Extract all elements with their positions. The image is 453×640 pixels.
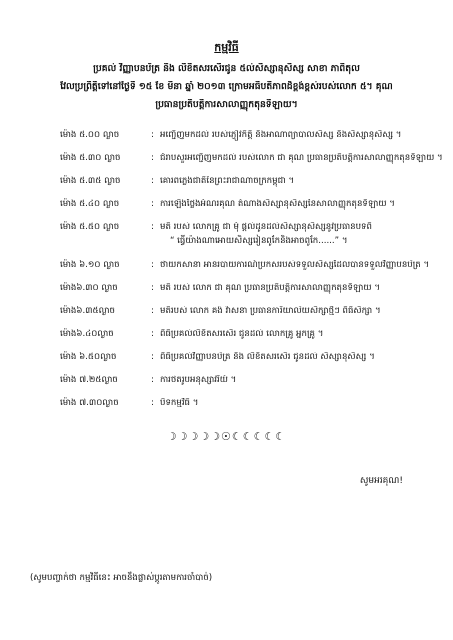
schedule-row [0, 306, 453, 322]
schedule-desc: ជំរាបសួរអញ្ជើញមកដល់ របស់លោក ជា គុណ ប្រធានប្រតិបត្តិការសាលាញ្ញុកតុនទីឡាយ ។ [160, 153, 443, 163]
schedule-desc: ពិធីប្រគល់វិញ្ញាបនប័ត្រ និង លិខិតសរសើរ ជូនដល់ សិស្សានុសិស្ស ។ [160, 352, 375, 362]
topic-quote: “ ធ្វើយ៉ាងណាអោយសិស្សរៀនពូកែនិងអាចពូកែ......” ។ [170, 236, 348, 246]
schedule-row [0, 352, 453, 368]
schedule-time: ម៉ោង ៥.៥០ ល្ងាច [60, 222, 120, 232]
schedule-desc: ថាយកសានា អានរបាយការណ៍ប្រកសរបស់ទទួលសិស្សដែលបានទទួលវិញ្ញាបនប័ត្រ ។ [160, 260, 430, 270]
schedule-time: ម៉ោង៦.៤០ល្ងាច [60, 329, 114, 339]
schedule-colon: : [151, 329, 154, 339]
schedule-row [0, 260, 453, 276]
schedule-desc: មតិ របស់ លោក ជា គុណ ប្រធានប្រតិបត្តិការសាលាញ្ញុកតុនទីឡាយ ។ [160, 283, 380, 293]
schedule-row [0, 153, 453, 169]
schedule-desc: ការឡើងថ្លែងអំណរគុណ តំណាងសិស្សានុសិស្សនៃសាលាញ្ញុកតុនទីឡាយ ។ [160, 199, 395, 209]
schedule-time: ម៉ោង ៦.៥០ល្ងាច [60, 352, 117, 362]
schedule-colon: : [151, 176, 154, 186]
schedule-desc: គោរពភ្លេងជាតិនៃព្រះរាជាណាចក្រកម្ពុជា ។ [160, 176, 295, 186]
header-line-3: ប្រធានប្រតិបត្តិការសាលាញ្ញុកតុនទីឡាយ។ [155, 99, 298, 110]
signature-thanks: សូមអរគុណ! [359, 476, 403, 486]
schedule-colon: : [151, 398, 154, 408]
schedule-desc: អញ្ជើញមកដល់ របស់ភ្ញៀវកិត្តិ និងអាណាព្យាបាលសិស្ស និងសិស្សានុសិស្ស ។ [160, 130, 402, 140]
schedule-colon: : [151, 283, 154, 293]
moon-ornament: ☽☽☽☽☽☉☾☾☾☾☾ [166, 430, 287, 443]
schedule-row [0, 398, 453, 414]
header-line-1: ប្រគល់ វិញ្ញាបនប័ត្រ និង លិខិតសរសើរជូន ៥ល់សិស្សានុសិស្ស សាខា ភាពិតុល [93, 63, 360, 74]
schedule-desc: ការថតរូបអនុស្សាវរីយ៍ ។ [160, 375, 237, 385]
schedule-desc: មតិរបស់ លោក គង់ វ៉ាសនា ប្រធានការិយាល័យសិក្សាថ្មីៗ ពិធីសិក្សា ។ [160, 306, 381, 316]
document-title: កម្មវិធី [214, 41, 239, 54]
header-line-2: វែលប្រព្រឹត្តិទៅនៅថ្ងៃទី ១៥ ខែ មីនា ឆ្នាំ ២០១៣ ក្រោមអធិបតីភាពដ៏ខ្ពង់ខ្ពស់របស់លោក ៥។ គុណ [60, 81, 393, 92]
schedule-time: ម៉ោង ៧.៣០ល្ងាច [60, 398, 119, 408]
schedule-time: ម៉ោង ៥.៣០ ល្ងាច [60, 153, 121, 163]
schedule-colon: : [151, 222, 154, 232]
schedule-time: ម៉ោង ៥.៤០ ល្ងាច [60, 199, 120, 209]
schedule-colon: : [151, 199, 154, 209]
schedule-colon: : [151, 153, 154, 163]
schedule-row [0, 199, 453, 215]
schedule-colon: : [151, 260, 154, 270]
schedule-colon: : [151, 375, 154, 385]
schedule-colon: : [151, 306, 154, 316]
schedule-time: ម៉ោង ៥.០០ ល្ងាច [60, 130, 120, 140]
schedule-row [0, 176, 453, 192]
schedule-desc: ពិធីប្រគល់លិខិតសរសើរ ជូនដល់ លោកគ្រូ អ្នកគ្រូ ។ [160, 329, 324, 339]
schedule-row [0, 283, 453, 299]
schedule-colon: : [151, 352, 154, 362]
schedule-time: ម៉ោង ៦.១០ ល្ងាច [60, 260, 120, 270]
footnote: (សូមបញ្ចាក់ថា កម្មវិធីនេះ អាចនឹងផ្លាស់ប្តូរតាមការចាំបាច់) [30, 573, 213, 583]
schedule-row [0, 329, 453, 345]
schedule-time: ម៉ោង ៧.២៥ល្ងាច [60, 375, 118, 385]
schedule-row [0, 375, 453, 391]
schedule-colon: : [151, 130, 154, 140]
schedule-time: ម៉ោង៦.៣៥ល្ងាច [60, 306, 115, 316]
schedule-row [0, 130, 453, 146]
schedule-time: ម៉ោង ៥.៣៥ ល្ងាច [60, 176, 121, 186]
schedule-desc: មតិ របស់ លោកគ្រូ ជា មុំ ផ្ដល់ដូនដល់សិស្សានុសិស្សនូវប្រធានបទពី [160, 222, 372, 232]
schedule-desc: បិទកម្មវិធី ។ [160, 398, 199, 408]
schedule-time: ម៉ោង៦.៣០ ល្ងាច [60, 283, 118, 293]
